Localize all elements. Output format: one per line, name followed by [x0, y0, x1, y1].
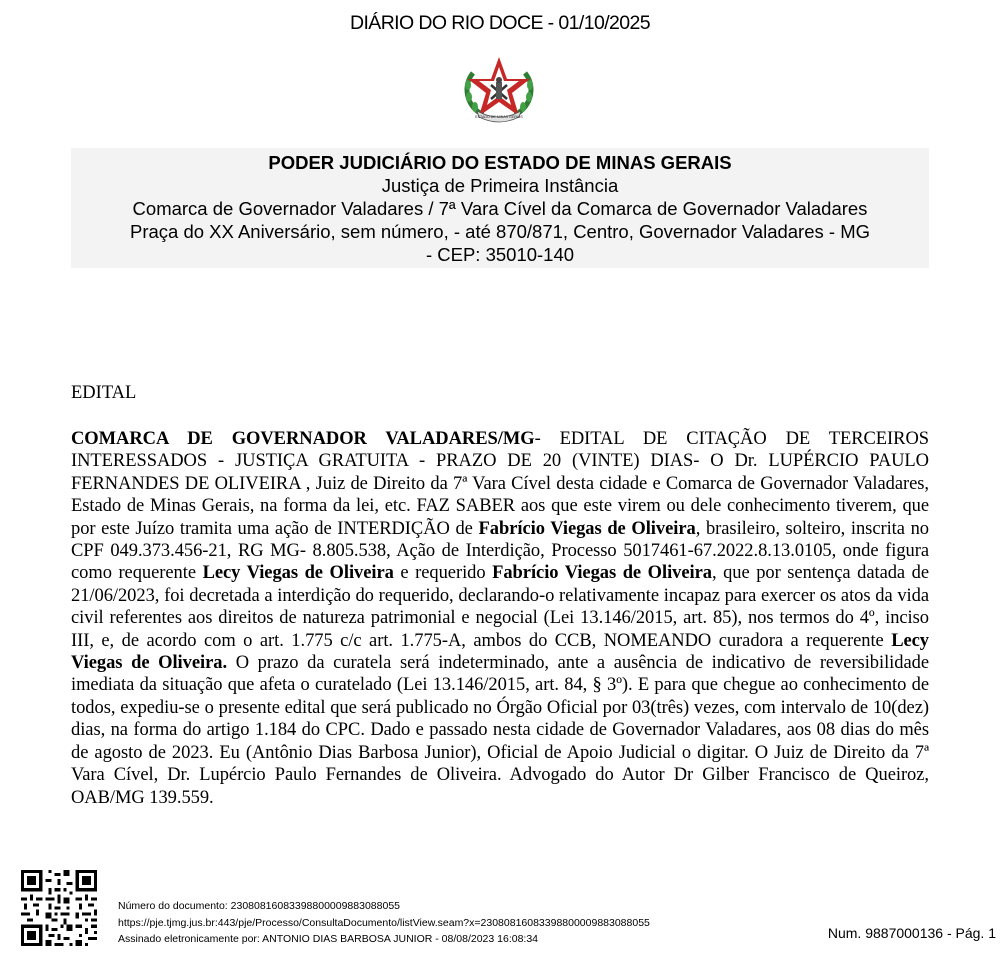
- comarca-heading: COMARCA DE GOVERNADOR VALADARES/MG: [71, 429, 535, 449]
- document-metadata: [118, 898, 650, 948]
- interditando-name-2: Fabrício Viegas de Oliveira: [492, 563, 712, 584]
- document-url[interactable]: https://pje.tjmg.jus.br:443/pje/Processo/ConsultaDocumento/listView.seam?x=23080816083398800009883088055: [118, 916, 650, 929]
- edital-closing: O prazo da curatela será indeterminado, ante a ausência de indicativo de reversibilidade imediata da situação que afeta o curatelado (Lei 13.146/2015, art. 84, § 3º). E para que chegue ao conhecimento de todos, expediu-se o presente edital que será publicado no Órgão Oficial por 03(três) vezes, com intervalo de 10(dez) dias, na forma do artigo 1.184 do CPC. Dado e passado nesta cidade de Governador Valadares, aos 08 dias do mês de agosto de 2023. Eu (Antônio Dias Barbosa Junior), Oficial de Apoio Judicial o digitar. O Juiz de Direito da 7ª Vara Cível, Dr. Lupércio Paulo Fernandes de Oliveira. Advogado do Autor Dr Gilber Francisco de Queiroz, OAB/MG 139.559.: [71, 653, 929, 808]
- court-header: [71, 148, 929, 268]
- coat-of-arms-ribbon-text: ESTADO DE MINAS GERAIS: [475, 115, 523, 119]
- edital-sentenca: , que por sentença datada de 21/06/2023, foi decretada a interdição do requerido, declarando-o relativamente incapaz para exercer os atos da vida civil referentes aos direitos de natureza patrimonial e negocial (Lei 13.146/2015, art. 85), nos termos do 4º, inciso III, e, de acordo com o art. 1.775 c/c art. 1.775-A, ambos do CCB, NOMEANDO curadora a requerente: [71, 563, 929, 651]
- court-instance: Justiça de Primeira Instância: [381, 175, 619, 196]
- edital-details: , brasileiro, solteiro, inscrita no CPF 049.373.456-21, RG MG- 8.805.538, Ação de Interdição, Processo 5017461-67.2022.8.13.0105, onde figura como requerente: [71, 518, 929, 584]
- document-number: Número do documento: 23080816083398800009883088055: [118, 900, 400, 912]
- page-number: Num. 9887000136 - Pág. 1: [827, 925, 996, 941]
- minas-gerais-coat-of-arms-icon: [459, 55, 539, 123]
- document-label: EDITAL: [71, 383, 137, 403]
- requerente-name-2: Lecy Viegas de Oliveira.: [71, 630, 929, 674]
- court-comarca: Comarca de Governador Valadares / 7ª Vara Cível da Comarca de Governador Valadares: [132, 198, 868, 219]
- edital-body: [71, 428, 929, 809]
- court-title: PODER JUDICIÁRIO DO ESTADO DE MINAS GERAIS: [268, 152, 732, 173]
- qr-code-icon: [21, 870, 97, 946]
- edital-requerido: e requerido: [393, 563, 493, 584]
- journal-header: DIÁRIO DO RIO DOCE - 01/10/2025: [349, 12, 650, 34]
- edital-intro: - EDITAL DE CITAÇÃO DE TERCEIROS INTERESSADOS - JUSTIÇA GRATUITA - PRAZO DE 20 (VINTE) DIAS- O Dr. LUPÉRCIO PAULO FERNANDES DE OLIVEIRA , Juiz de Direito da 7ª Vara Cível desta cidade e Comarca de Governador Valadares, Estado de Minas Gerais, na forma da lei, etc. FAZ SABER aos que este virem ou dele conhecimento tiverem, que por este Juízo tramita uma ação de INTERDIÇÃO de: [71, 429, 929, 539]
- electronic-signature: Assinado eletronicamente por: ANTONIO DIAS BARBOSA JUNIOR - 08/08/2023 16:08:34: [118, 933, 539, 945]
- court-address-line2: - CEP: 35010-140: [425, 244, 575, 265]
- court-address-line1: Praça do XX Aniversário, sem número, - até 870/871, Centro, Governador Valadares - MG: [129, 221, 871, 242]
- requerente-name-1: Lecy Viegas de Oliveira: [202, 563, 394, 584]
- interditando-name-1: Fabrício Viegas de Oliveira: [478, 518, 696, 539]
